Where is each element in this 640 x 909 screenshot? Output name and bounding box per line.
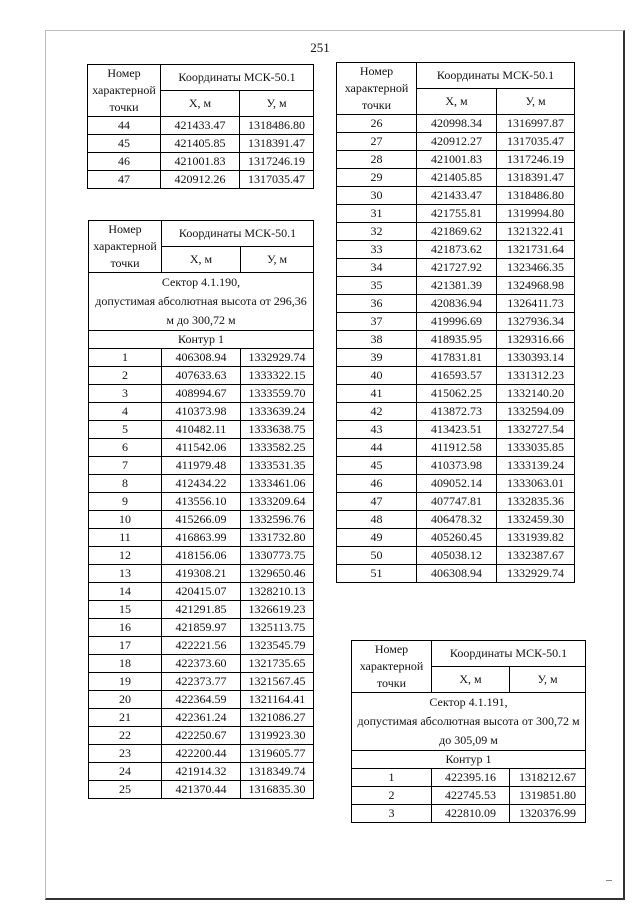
x-coordinate-cell: 422373.60 [162,655,241,673]
x-coordinate-cell: 412434.22 [162,475,241,493]
x-coordinate-cell: 420836.94 [417,295,497,313]
point-number-cell: 18 [89,655,162,673]
table-row [89,655,314,673]
table-row [89,421,314,439]
x-coordinate-cell: 411912.58 [417,439,497,457]
x-coordinate-cell: 410482.11 [162,421,241,439]
header-point-number: Номер характерной точки [352,641,432,693]
x-coordinate-cell: 421433.47 [417,187,497,205]
x-coordinate-cell: 406308.94 [417,565,497,583]
contour-label: Контур 1 [89,331,314,349]
table-row [89,349,314,367]
table-row [337,547,575,565]
x-coordinate-cell: 421381.39 [417,277,497,295]
x-coordinate-cell: 411979.48 [162,457,241,475]
y-coordinate-cell: 1333139.24 [497,457,575,475]
x-coordinate-cell: 405260.45 [417,529,497,547]
coordinates-table-sector-191 [351,640,586,823]
point-number-cell: 45 [88,135,161,153]
point-number-cell: 4 [89,403,162,421]
table-row [89,457,314,475]
scan-mark [606,880,612,881]
point-number-cell: 40 [337,367,417,385]
point-number-cell: 1 [89,349,162,367]
x-coordinate-cell: 422745.53 [432,787,510,805]
x-coordinate-cell: 421370.44 [162,781,241,799]
point-number-cell: 33 [337,241,417,259]
y-coordinate-cell: 1329316.66 [497,331,575,349]
y-coordinate-cell: 1319994.80 [497,205,575,223]
table-row [89,727,314,745]
header-y: У, м [510,667,586,693]
table-row [337,475,575,493]
table-row [337,313,575,331]
y-coordinate-cell: 1318391.47 [240,135,314,153]
table-row [88,153,314,171]
y-coordinate-cell: 1333559.70 [241,385,314,403]
point-number-cell: 47 [88,171,161,189]
header-x: X, м [432,667,510,693]
x-coordinate-cell: 410373.98 [162,403,241,421]
point-number-cell: 37 [337,313,417,331]
point-number-cell: 44 [337,439,417,457]
table-row [89,547,314,565]
sector-caption [352,693,586,751]
table-row [89,673,314,691]
x-coordinate-cell: 422373.77 [162,673,241,691]
y-coordinate-cell: 1329650.46 [241,565,314,583]
table-row [89,511,314,529]
y-coordinate-cell: 1333035.85 [497,439,575,457]
y-coordinate-cell: 1331312.23 [497,367,575,385]
sector-caption [89,273,314,331]
sector-title: Сектор 4.1.190, [161,275,241,289]
y-coordinate-cell: 1325113.75 [241,619,314,637]
table-row [89,385,314,403]
y-coordinate-cell: 1319923.30 [241,727,314,745]
table-row [352,787,586,805]
point-number-cell: 27 [337,133,417,151]
x-coordinate-cell: 422395.16 [432,769,510,787]
y-coordinate-cell: 1332459.30 [497,511,575,529]
y-coordinate-cell: 1333531.35 [241,457,314,475]
y-coordinate-cell: 1324968.98 [497,277,575,295]
table-row [337,439,575,457]
x-coordinate-cell: 410373.98 [417,457,497,475]
point-number-cell: 1 [352,769,432,787]
point-number-cell: 48 [337,511,417,529]
y-coordinate-cell: 1318391.47 [497,169,575,187]
table-row [89,475,314,493]
x-coordinate-cell: 406308.94 [162,349,241,367]
table-row [337,277,575,295]
x-coordinate-cell: 411542.06 [162,439,241,457]
y-coordinate-cell: 1321086.27 [241,709,314,727]
point-number-cell: 2 [352,787,432,805]
x-coordinate-cell: 421001.83 [161,153,240,171]
y-coordinate-cell: 1321164.41 [241,691,314,709]
x-coordinate-cell: 421727.92 [417,259,497,277]
point-number-cell: 39 [337,349,417,367]
table-row [337,529,575,547]
x-coordinate-cell: 413556.10 [162,493,241,511]
table-row [337,331,575,349]
x-coordinate-cell: 422364.59 [162,691,241,709]
point-number-cell: 46 [337,475,417,493]
x-coordinate-cell: 418156.06 [162,547,241,565]
point-number-cell: 8 [89,475,162,493]
point-number-cell: 10 [89,511,162,529]
x-coordinate-cell: 421755.81 [417,205,497,223]
point-number-cell: 23 [89,745,162,763]
point-number-cell: 17 [89,637,162,655]
header-coordinates: Координаты МСК-50.1 [432,641,586,667]
header-y: У, м [240,91,314,117]
point-number-cell: 12 [89,547,162,565]
y-coordinate-cell: 1319851.80 [510,787,586,805]
y-coordinate-cell: 1319605.77 [241,745,314,763]
x-coordinate-cell: 408994.67 [162,385,241,403]
table-row [89,403,314,421]
point-number-cell: 46 [88,153,161,171]
y-coordinate-cell: 1317246.19 [240,153,314,171]
table-row [89,583,314,601]
x-coordinate-cell: 419996.69 [417,313,497,331]
y-coordinate-cell: 1323466.35 [497,259,575,277]
point-number-cell: 6 [89,439,162,457]
coordinates-table-sector-190 [88,220,314,799]
table-row [337,493,575,511]
y-coordinate-cell: 1333582.25 [241,439,314,457]
y-coordinate-cell: 1318212.67 [510,769,586,787]
y-coordinate-cell: 1316835.30 [241,781,314,799]
table-row [337,241,575,259]
point-number-cell: 47 [337,493,417,511]
x-coordinate-cell: 419308.21 [162,565,241,583]
point-number-cell: 34 [337,259,417,277]
x-coordinate-cell: 421001.83 [417,151,497,169]
point-number-cell: 9 [89,493,162,511]
table-row [337,187,575,205]
x-coordinate-cell: 409052.14 [417,475,497,493]
table-row [337,385,575,403]
header-point-number: Номер характерной точки [89,221,162,273]
point-number-cell: 38 [337,331,417,349]
point-number-cell: 20 [89,691,162,709]
contour-label: Контур 1 [352,751,586,769]
y-coordinate-cell: 1333638.75 [241,421,314,439]
x-coordinate-cell: 418935.95 [417,331,497,349]
y-coordinate-cell: 1332387.67 [497,547,575,565]
point-number-cell: 41 [337,385,417,403]
point-number-cell: 28 [337,151,417,169]
point-number-cell: 49 [337,529,417,547]
table-row [89,367,314,385]
x-coordinate-cell: 420912.26 [161,171,240,189]
point-number-cell: 7 [89,457,162,475]
point-number-cell: 3 [352,805,432,823]
header-coordinates: Координаты МСК-50.1 [162,221,314,247]
table-row [337,169,575,187]
x-coordinate-cell: 406478.32 [417,511,497,529]
table-row [89,637,314,655]
table-row [89,745,314,763]
point-number-cell: 16 [89,619,162,637]
point-number-cell: 36 [337,295,417,313]
table-row [88,117,314,135]
x-coordinate-cell: 422810.09 [432,805,510,823]
table-row [337,205,575,223]
y-coordinate-cell: 1333639.24 [241,403,314,421]
y-coordinate-cell: 1333461.06 [241,475,314,493]
y-coordinate-cell: 1326411.73 [497,295,575,313]
point-number-cell: 15 [89,601,162,619]
table-row [337,367,575,385]
table-row [89,565,314,583]
x-coordinate-cell: 421859.97 [162,619,241,637]
point-number-cell: 31 [337,205,417,223]
x-coordinate-cell: 421914.32 [162,763,241,781]
header-coordinates: Координаты МСК-50.1 [161,65,314,91]
x-coordinate-cell: 421405.85 [161,135,240,153]
table-row [337,457,575,475]
x-coordinate-cell: 415266.09 [162,511,241,529]
y-coordinate-cell: 1332596.76 [241,511,314,529]
y-coordinate-cell: 1320376.99 [510,805,586,823]
header-x: X, м [417,89,497,115]
header-y: У, м [241,247,314,273]
point-number-cell: 35 [337,277,417,295]
point-number-cell: 24 [89,763,162,781]
y-coordinate-cell: 1321731.64 [497,241,575,259]
page-number: 251 [310,40,330,55]
table-row [89,493,314,511]
point-number-cell: 11 [89,529,162,547]
y-coordinate-cell: 1318486.80 [240,117,314,135]
table-row [89,781,314,799]
y-coordinate-cell: 1332140.20 [497,385,575,403]
x-coordinate-cell: 421291.85 [162,601,241,619]
table-row [337,151,575,169]
x-coordinate-cell: 421869.62 [417,223,497,241]
x-coordinate-cell: 421873.62 [417,241,497,259]
point-number-cell: 22 [89,727,162,745]
table-row [337,403,575,421]
header-coordinates: Координаты МСК-50.1 [417,63,575,89]
table-row [89,691,314,709]
y-coordinate-cell: 1332929.74 [497,565,575,583]
header-x: X, м [162,247,241,273]
y-coordinate-cell: 1317035.47 [240,171,314,189]
point-number-cell: 21 [89,709,162,727]
y-coordinate-cell: 1333063.01 [497,475,575,493]
x-coordinate-cell: 416593.57 [417,367,497,385]
y-coordinate-cell: 1332727.54 [497,421,575,439]
y-coordinate-cell: 1317035.47 [497,133,575,151]
table-row [89,709,314,727]
y-coordinate-cell: 1321322.41 [497,223,575,241]
table-row [337,295,575,313]
y-coordinate-cell: 1331939.82 [497,529,575,547]
header-y: У, м [497,89,575,115]
x-coordinate-cell: 416863.99 [162,529,241,547]
point-number-cell: 19 [89,673,162,691]
coordinates-table-top-left [87,64,314,189]
sector-description: допустимая абсолютная высота от 300,72 м до 305,09 м [357,714,580,747]
y-coordinate-cell: 1326619.23 [241,601,314,619]
point-number-cell: 44 [88,117,161,135]
x-coordinate-cell: 421405.85 [417,169,497,187]
y-coordinate-cell: 1327936.34 [497,313,575,331]
point-number-cell: 3 [89,385,162,403]
table-row [89,439,314,457]
y-coordinate-cell: 1332594.09 [497,403,575,421]
y-coordinate-cell: 1323545.79 [241,637,314,655]
table-row [89,601,314,619]
header-x: X, м [161,91,240,117]
header-point-number: Номер характерной точки [88,65,161,117]
y-coordinate-cell: 1333322.15 [241,367,314,385]
x-coordinate-cell: 407633.63 [162,367,241,385]
table-row [337,259,575,277]
x-coordinate-cell: 415062.25 [417,385,497,403]
table-row [337,421,575,439]
table-row [89,763,314,781]
point-number-cell: 43 [337,421,417,439]
table-row [337,349,575,367]
x-coordinate-cell: 417831.81 [417,349,497,367]
x-coordinate-cell: 422221.56 [162,637,241,655]
y-coordinate-cell: 1321735.65 [241,655,314,673]
table-row [337,115,575,133]
table-row [337,223,575,241]
point-number-cell: 29 [337,169,417,187]
point-number-cell: 30 [337,187,417,205]
x-coordinate-cell: 422250.67 [162,727,241,745]
y-coordinate-cell: 1318486.80 [497,187,575,205]
point-number-cell: 13 [89,565,162,583]
y-coordinate-cell: 1332929.74 [241,349,314,367]
table-row [337,565,575,583]
x-coordinate-cell: 420415.07 [162,583,241,601]
y-coordinate-cell: 1316997.87 [497,115,575,133]
point-number-cell: 14 [89,583,162,601]
sector-title: Сектор 4.1.191, [429,695,508,709]
point-number-cell: 25 [89,781,162,799]
point-number-cell: 45 [337,457,417,475]
point-number-cell: 50 [337,547,417,565]
table-row [352,805,586,823]
point-number-cell: 51 [337,565,417,583]
point-number-cell: 26 [337,115,417,133]
y-coordinate-cell: 1330773.75 [241,547,314,565]
x-coordinate-cell: 413872.73 [417,403,497,421]
x-coordinate-cell: 420912.27 [417,133,497,151]
y-coordinate-cell: 1318349.74 [241,763,314,781]
x-coordinate-cell: 407747.81 [417,493,497,511]
table-row [337,511,575,529]
sector-description: допустимая абсолютная высота от 296,36 м до 300,72 м [95,294,307,327]
table-row [89,619,314,637]
header-point-number: Номер характерной точки [337,63,417,115]
point-number-cell: 32 [337,223,417,241]
x-coordinate-cell: 405038.12 [417,547,497,565]
point-number-cell: 2 [89,367,162,385]
y-coordinate-cell: 1332835.36 [497,493,575,511]
x-coordinate-cell: 421433.47 [161,117,240,135]
point-number-cell: 42 [337,403,417,421]
y-coordinate-cell: 1333209.64 [241,493,314,511]
table-row [88,171,314,189]
table-row [352,769,586,787]
x-coordinate-cell: 422200.44 [162,745,241,763]
y-coordinate-cell: 1330393.14 [497,349,575,367]
y-coordinate-cell: 1331732.80 [241,529,314,547]
x-coordinate-cell: 413423.51 [417,421,497,439]
table-row [88,135,314,153]
table-row [89,529,314,547]
coordinates-table-top-right [336,62,575,583]
x-coordinate-cell: 420998.34 [417,115,497,133]
table-row [337,133,575,151]
y-coordinate-cell: 1321567.45 [241,673,314,691]
point-number-cell: 5 [89,421,162,439]
y-coordinate-cell: 1317246.19 [497,151,575,169]
x-coordinate-cell: 422361.24 [162,709,241,727]
y-coordinate-cell: 1328210.13 [241,583,314,601]
